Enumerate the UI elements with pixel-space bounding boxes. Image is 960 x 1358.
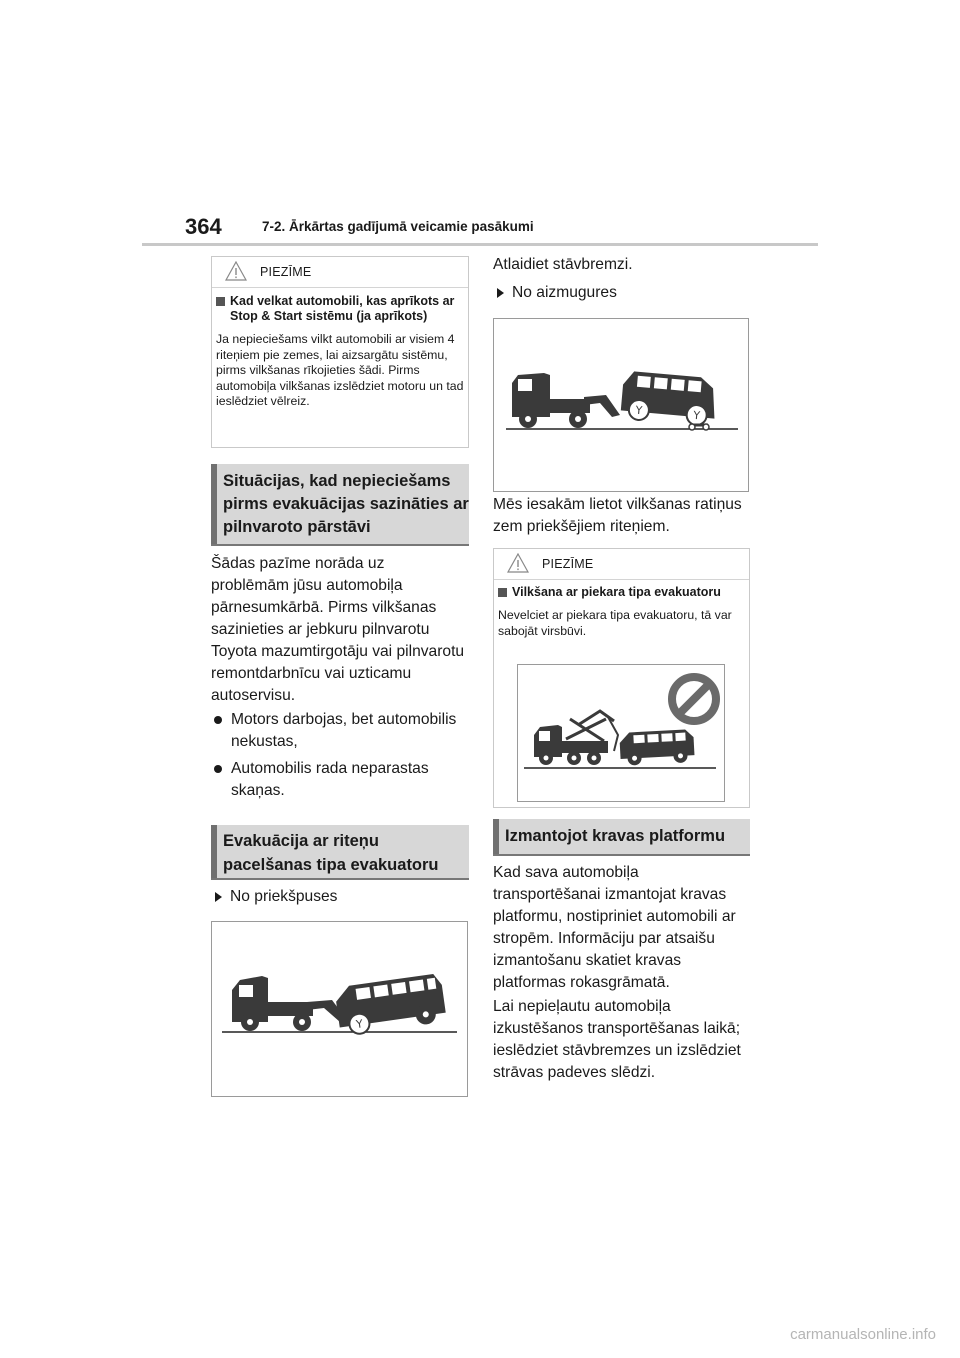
section-title-line: pacelšanas tipa evakuatoru (223, 856, 439, 874)
section1-paragraph: Šādas pazīme norāda uz problēmām jūsu automobiļa pārnesumkārbā. Pirms vilkšanas sazinieties ar jebkuru pilnvarotu Toyota mazumtirgotāju vai pilnvarotu remontdarbnīcu vai uzticamu autoservisu. (211, 555, 465, 704)
note-box-stop-start (211, 256, 469, 448)
bullet-dot-icon (214, 716, 222, 724)
arrow-right-icon (497, 288, 504, 298)
note-header (494, 549, 749, 580)
section-header-wheel-lift (211, 825, 469, 880)
arrow-right-icon (215, 892, 222, 902)
note-header (212, 257, 468, 288)
note-title: PIEZĪME (542, 557, 594, 571)
prohibited-icon (672, 677, 716, 721)
tow-truck-rear-illustration (494, 319, 748, 491)
note-title: PIEZĪME (260, 265, 312, 279)
figure-tow-front (211, 921, 468, 1097)
note-subheading (498, 585, 745, 600)
section-title-line: Evakuācija ar riteņu (223, 832, 379, 850)
chapter-title: 7-2. Ārkārtas gadījumā veicamie pasākumi (262, 219, 534, 234)
svg-text:Y: Y (634, 403, 643, 418)
section-title (223, 470, 469, 539)
note-subheading-text: Vilkšana ar piekara tipa evakuatoru (512, 585, 721, 599)
note-box-sling-tow (493, 548, 750, 808)
svg-text:Y: Y (692, 408, 701, 423)
note-body: Ja nepieciešams vilkt automobili ar visiem 4 riteņiem pie zemes, lai aizsargātu sistēmu, pirms vilkšanas rīkojieties šādi. Pirms automobiļa vilkšanas izslēdziet motoru un tad ieslēdziet vēlreiz. (216, 332, 464, 408)
warning-triangle-icon (507, 553, 529, 573)
section-header-contact-dealer (211, 464, 469, 546)
svg-text:Y: Y (355, 1017, 364, 1032)
flatbed-paragraph-1: Kad sava automobiļa transportēšanai izmantojat kravas platformu, nostipriniet automobili ar stropēm. Informāciju par atsaišu izmantošanu skatiet kravas platformas rokasgrāmatā. (493, 864, 736, 991)
square-bullet-icon (498, 588, 507, 597)
section-title (223, 829, 439, 877)
note-subheading-text: Kad velkat automobili, kas aprīkots ar Stop & Start sistēmu (ja aprīkots) (230, 294, 455, 323)
from-rear-text: No aizmugures (512, 284, 617, 301)
figure-sling-tow-prohibited (517, 664, 725, 802)
section-header-flatbed (493, 819, 750, 856)
watermark: carmanualsonline.info (790, 1326, 936, 1343)
bullet-text: Automobilis rada neparastas skaņas. (231, 760, 429, 799)
figure-tow-rear (493, 318, 749, 492)
from-front-label (211, 886, 337, 908)
section-accent-bar (211, 825, 217, 878)
from-front-text: No priekšpuses (230, 888, 338, 905)
bullet-text: Motors darbojas, bet automobilis nekustas, (231, 711, 457, 750)
note-body: Nevelciet ar piekara tipa evakuatoru, tā var sabojāt virsbūvi. (498, 608, 732, 638)
release-brake-text: Atlaidiet stāvbremzi. (493, 256, 633, 273)
sling-tow-truck-illustration (518, 665, 724, 801)
section-title: Izmantojot kravas platformu (505, 827, 726, 845)
bullet-dot-icon (214, 765, 222, 773)
square-bullet-icon (216, 297, 225, 306)
bullet-item (211, 709, 469, 753)
section-title-line: pilnvaroto pārstāvi (223, 518, 371, 536)
flatbed-paragraph-2: Lai nepieļautu automobiļa izkustēšanos transportēšanas laikā; ieslēdziet stāvbremzes un izslēdziet strāvas padeves slēdzi. (493, 998, 741, 1081)
header-divider (142, 243, 818, 246)
section-title-line: Situācijas, kad nepieciešams (223, 472, 451, 490)
bullet-item (211, 758, 469, 802)
warning-triangle-icon (225, 261, 247, 281)
section-accent-bar (211, 464, 217, 544)
tow-truck-front-illustration (212, 922, 467, 1096)
from-rear-label (493, 282, 617, 304)
dolly-recommendation-text: Mēs iesakām lietot vilkšanas ratiņus zem priekšējiem riteņiem. (493, 496, 742, 535)
page-number: 364 (185, 214, 222, 239)
section-title-line: pirms evakuācijas sazināties ar (223, 495, 469, 513)
section-accent-bar (493, 819, 499, 854)
note-subheading (216, 294, 464, 324)
